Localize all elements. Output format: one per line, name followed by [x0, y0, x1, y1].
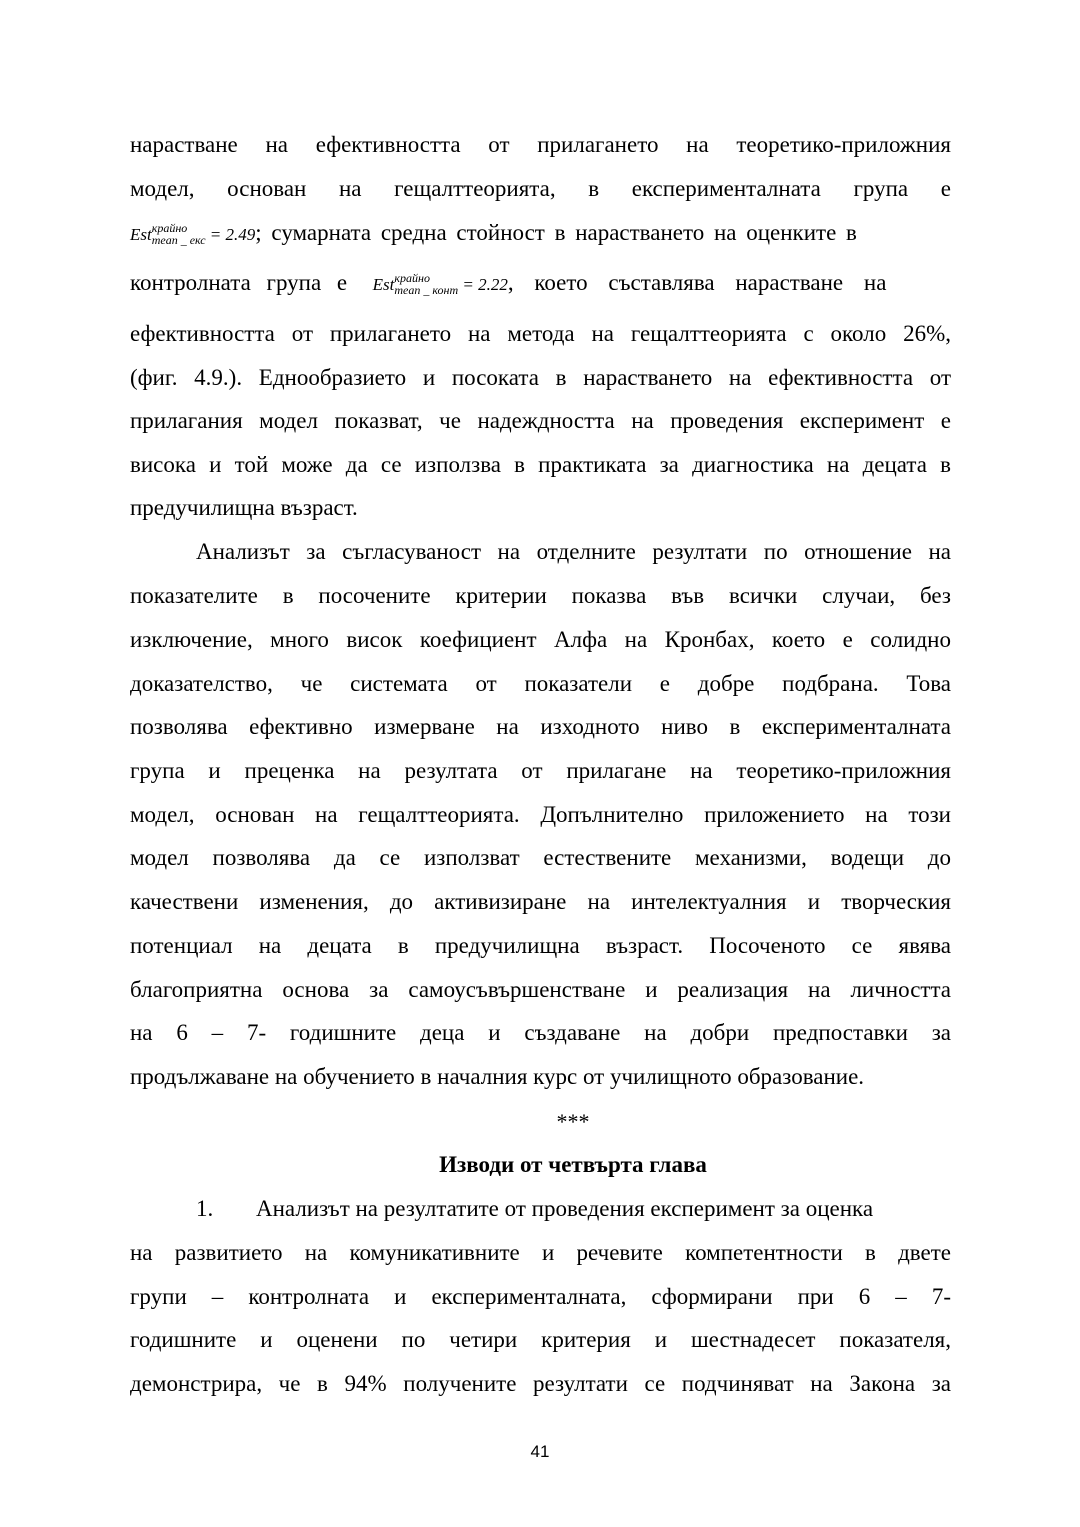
numbered-item-1-line-2: на развитието на комуникативните и речевите компетентности в двете [130, 1240, 951, 1265]
numbered-item-1-line-5: демонстрира, че в 94% получените резултати се подчиняват на Закона за [130, 1371, 951, 1396]
paragraph-2-line-13: продължаване на обучението в началния курс от училищното образование. [130, 1064, 865, 1089]
section-separator: *** [556, 1109, 590, 1134]
section-heading: Изводи от четвърта глава [439, 1152, 707, 1177]
numbered-item-1-line-4: годишните и оценени по четири критерия и шестнадесет показателя, [130, 1327, 951, 1352]
numbered-item-1-line-3: групи – контролната и експерименталната, сформирани при 6 – 7- [130, 1284, 951, 1309]
paragraph-2-line-11: благоприятна основа за самоусъвършенстване и реализация на личността [130, 977, 951, 1002]
formula-est-control: Est крайно mean _ конт = 2.22 [372, 270, 508, 297]
numbered-item-1-line-1: 1. Анализът на резултатите от проведения експеримент за оценка [196, 1194, 951, 1224]
list-number: 1. [196, 1196, 214, 1221]
page-number: 41 [530, 1442, 550, 1461]
paragraph-1-line-9: предучилищна възраст. [130, 495, 358, 520]
formula-est-experimental: Est крайно mean _ екс = 2.49 [130, 220, 256, 247]
paragraph-2-line-9: качествени изменения, до активизиране на интелектуалния и творческия [130, 889, 951, 914]
paragraph-1-line-2: модел, основан на гещалттеорията, в експерименталната група е [130, 176, 951, 201]
paragraph-2-line-8: модел позволява да се използват естествените механизми, водещи до [130, 845, 951, 870]
paragraph-1-line-4: контролната група е Est крайно mean _ конт = 2.22, което съставлява нарастване на [130, 270, 887, 297]
paragraph-1-line-5: ефективността от прилагането на метода на гещалттеорията с около 26%, [130, 321, 951, 346]
paragraph-1-line-8: висока и той може да се използва в практиката за диагностика на децата в [130, 452, 951, 477]
paragraph-2-line-12: на 6 – 7- годишните деца и създаване на добри предпоставки за [130, 1020, 951, 1045]
paragraph-2-line-4: доказателство, че системата от показатели е добре подбрана. Това [130, 671, 951, 696]
paragraph-2-line-3: изключение, много висок коефициент Алфа на Кронбах, което е солидно [130, 627, 951, 652]
paragraph-1-line-1: нарастване на ефективността от прилагането на теоретико-приложния [130, 132, 951, 157]
paragraph-1-line-3: Est крайно mean _ екс = 2.49; сумарната средна стойност в нарастването на оценките в [130, 220, 857, 247]
paragraph-2-line-10: потенциал на децата в предучилищна възраст. Посоченото се явява [130, 933, 951, 958]
paragraph-2-line-1: Анализът за съгласуваност на отделните резултати по отношение на [196, 539, 951, 564]
paragraph-2-line-7: модел, основан на гещалттеорията. Допълнително приложението на този [130, 802, 951, 827]
paragraph-1-line-7: прилагания модел показват, че надеждността на проведения експеримент е [130, 408, 951, 433]
paragraph-2-line-6: група и преценка на резултата от прилагане на теоретико-приложния [130, 758, 951, 783]
paragraph-1-line-6: (фиг. 4.9.). Еднообразието и посоката в нарастването на ефективността от [130, 365, 951, 390]
paragraph-2-line-5: позволява ефективно измерване на изходното ниво в експерименталната [130, 714, 951, 739]
paragraph-2-line-2: показателите в посочените критерии показва във всички случаи, без [130, 583, 951, 608]
